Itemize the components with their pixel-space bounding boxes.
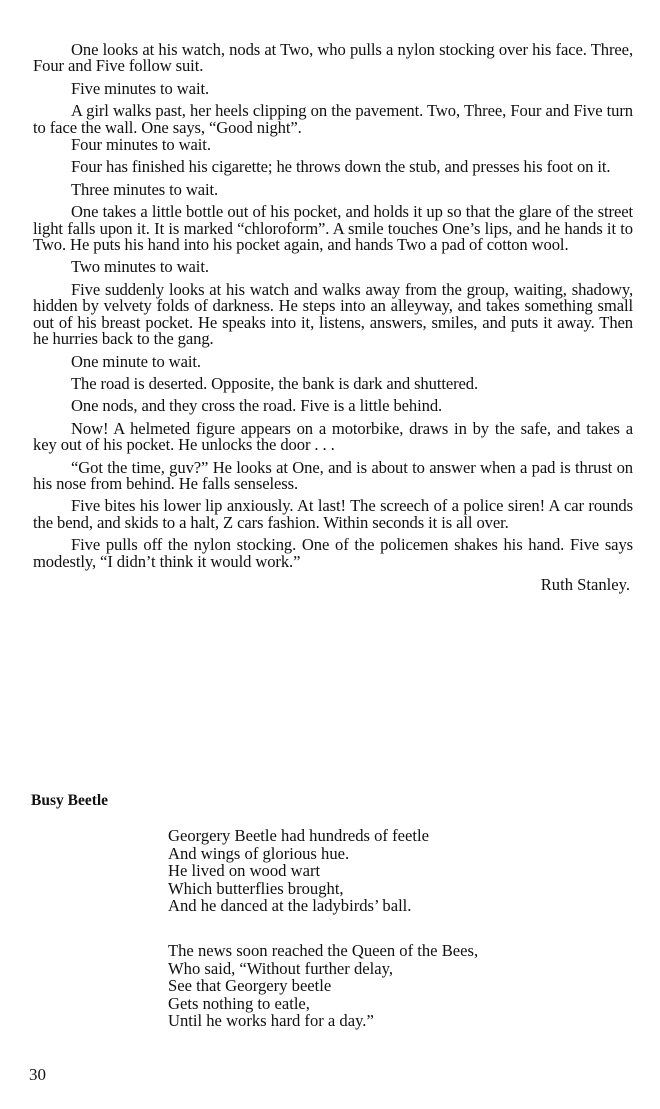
- paragraph: Five minutes to wait.: [71, 78, 210, 98]
- poem-line: See that Georgery beetle: [168, 976, 332, 995]
- poem-line: Gets nothing to eatle,: [168, 993, 310, 1013]
- paragraph: Three minutes to wait.: [71, 179, 219, 199]
- paragraph: One takes a little bottle out of his pocket, and holds it up so that the glare of the street light falls upon it. It is marked “chloroform”. A smile touches One’s lips, and he hands it to Two. He puts his hand into his pocket again, and hands Two a pad of cotton wool.: [33, 202, 633, 255]
- page-number: 30: [29, 1065, 46, 1084]
- poem-stanza: [168, 942, 478, 1030]
- poem-line: He lived on wood wart: [168, 861, 321, 880]
- paragraph: Four has finished his cigarette; he throws down the stub, and presses his foot on it.: [71, 157, 611, 177]
- paragraph: One minute to wait.: [71, 351, 201, 371]
- poem-line: Until he works hard for a day.”: [168, 1011, 374, 1030]
- paragraph: Five suddenly looks at his watch and walks away from the group, waiting, shadowy, hidden by velvety folds of darkness. He steps into an alleyway, and takes something small out of his breast pocket. He speaks into it, listens, answers, smiles, and puts it away. Then he hurries back to the gang.: [33, 279, 633, 349]
- poem-line: Who said, “Without further delay,: [168, 958, 393, 978]
- paragraph: Now! A helmeted figure appears on a motorbike, draws in by the safe, and takes a key out of his pocket. He unlocks the door . . .: [33, 418, 633, 455]
- paragraph: One nods, and they cross the road. Five is a little behind.: [71, 396, 443, 416]
- author-signature: Ruth Stanley.: [540, 574, 630, 594]
- story-body: [33, 42, 633, 593]
- poem-title: Busy Beetle: [31, 792, 109, 809]
- paragraph: One looks at his watch, nods at Two, who pulls a nylon stocking over his face. Three, Four and Five follow suit.: [33, 40, 633, 76]
- paragraph: Four minutes to wait.: [71, 135, 211, 155]
- paragraph: Five pulls off the nylon stocking. One of the policemen shakes his hand. Five says modestly, “I didn’t think it would work.”: [33, 535, 633, 571]
- poem-line: Which butterflies brought,: [168, 878, 344, 898]
- paragraph: The road is deserted. Opposite, the bank is dark and shuttered.: [71, 373, 479, 393]
- poem-line: Georgery Beetle had hundreds of feetle: [168, 826, 429, 845]
- paragraph: Two minutes to wait.: [71, 257, 209, 277]
- paragraph: “Got the time, guv?” He looks at One, and is about to answer when a pad is thrust on his nose from behind. He falls senseless.: [33, 457, 633, 493]
- paragraph: Five bites his lower lip anxiously. At last! The screech of a police siren! A car rounds the bend, and skids to a halt, Z cars fashion. Within seconds it is all over.: [33, 496, 633, 532]
- poem-line: And he danced at the ladybirds’ ball.: [168, 896, 412, 915]
- poem-line: The news soon reached the Queen of the Bees,: [168, 941, 479, 960]
- poem-line: And wings of glorious hue.: [168, 843, 350, 863]
- poem-stanza: [168, 827, 429, 915]
- paragraph: A girl walks past, her heels clipping on the pavement. Two, Three, Four and Five turn to face the wall. One says, “Good night”.: [33, 101, 633, 137]
